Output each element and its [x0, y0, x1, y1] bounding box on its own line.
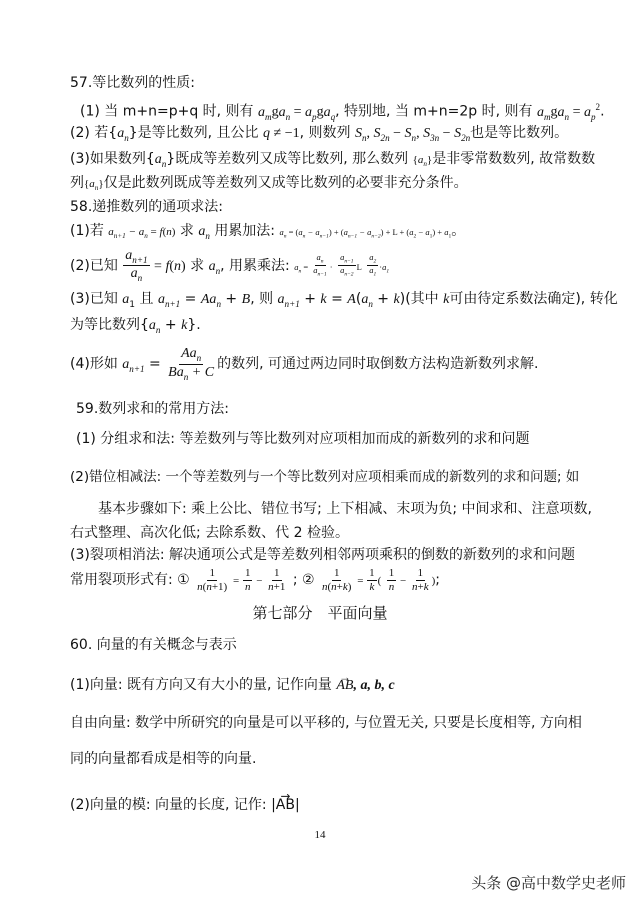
section-60-free-vector-line-2: 同的向量都看成是相等的向量. [70, 751, 257, 767]
section-57-item-2: (2) 若$\{a_n\}$是等比数列, 且公比 q ≠ −1, 则数列 $S_n$, $S_{2n} - S_n$, $S_{3n} - S_{2n}$也是等比数列。 [70, 125, 569, 143]
section-58-item-3-line-1: (3)已知 $a_1$ 且 $a_{n+1} = Aa_n + B$, 则 $a_{n+1} + k = A(a_n + k)$(其中 k可由待定系数法确定), 转化 [70, 291, 618, 310]
part-7-heading: 第七部分 平面向量 [252, 604, 388, 622]
section-59-item-3-line-2: 常用裂项形式有: ① $\frac{1}{n(n+1)}$ = $\frac{1}{n}$ − $\frac{1}{n+1}$ ; ② $\frac{1}{n(n+k)}$ = $\frac{1}{k}$ ( $\frac{1}{n}$ − $\frac{1}{n+k}$ ); [70, 566, 441, 593]
page-number: 14 [314, 829, 326, 841]
section-59-item-2-line-2: 基本步骤如下: 乘上公比、错位书写; 上下相减、末项为负; 中间求和、注意项数, [98, 501, 592, 517]
section-60-free-vector-line-1: 自由向量: 数学中所研究的向量是可以平移的, 与位置无关, 只要是长度相等, 方向相 [70, 715, 582, 731]
section-60-item-2: (2)向量的模: 向量的长度, 记作: |→ AB| [70, 796, 300, 814]
section-60-item-1: (1)向量: 既有方向又有大小的量, 记作向量 → AB, a, b, c [70, 676, 395, 695]
section-57-item-1: (1) 当 m+n=p+q 时, 则有 $a_mga_n = a_pga_q$, 特别地, 当 m+n=2p 时, 则有 $a_mga_n = a_p^2$. [80, 102, 605, 122]
section-60-title: 60. 向量的有关概念与表示 [70, 637, 237, 653]
section-58-title: 58.递推数列的通项求法: [70, 199, 223, 215]
section-59-item-1: (1) 分组求和法: 等差数列与等比数列对应项相加而成的新数列的求和问题 [76, 431, 530, 447]
section-59-item-3: (3)裂项相消法: 解决通项公式是等差数列相邻两项乘积的倒数的新数列的求和问题 [70, 547, 575, 563]
section-58-item-4: (4)形如 $a_{n+1}$ = $\frac{Aa_n}{Ba_n + C}$ 的数列, 可通过两边同时取倒数方法构造新数列求解. [70, 346, 539, 382]
section-57-item-3-line-2: 列$\{a_n\}$仅是此数列既成等差数列又成等比数列的必要非充分条件。 [70, 175, 468, 193]
section-58-item-2: (2)已知 $\frac{a_{n+1}}{a_n}$ = f(n) 求 $a_n$, 用累乘法: $a_n$ = $\frac{a_n}{a_{n-1}}$ · $\frac{a_{n-1}}{a_{n-2}}$ L $\frac{a_2}{a_1}$ $\cdot a_1$ [70, 248, 390, 284]
section-58-item-1: (1)若 $a_{n+1} - a_n = f(n)$ 求 $a_n$ 用累加法: $a_n = (a_n - a_{n-1}) + (a_{n-1} - a_{n-2}) + L + (a_2 - a_1) + a_1$。 [70, 223, 466, 241]
section-59-item-2: (2)错位相减法: 一个等差数列与一个等比数列对应项相乘而成的新数列的求和问题; 如 [70, 469, 580, 485]
section-57-item-3-line-1: (3)如果数列$\{a_n\}$既成等差数列又成等比数列, 那么数列 $\{a_n\}$是非零常数数列, 故常数数 [70, 151, 596, 169]
section-57-title: 57.等比数列的性质: [70, 75, 195, 91]
section-59-item-2-line-3: 右式整理、高次化低; 去除系数、代 2 检验。 [70, 525, 349, 541]
section-58-item-3-line-2: 为等比数列$\{a_n + k\}$. [70, 317, 201, 335]
section-59-title: 59.数列求和的常用方法: [76, 401, 229, 417]
watermark: 头条 @高中数学史老师 [471, 874, 626, 892]
